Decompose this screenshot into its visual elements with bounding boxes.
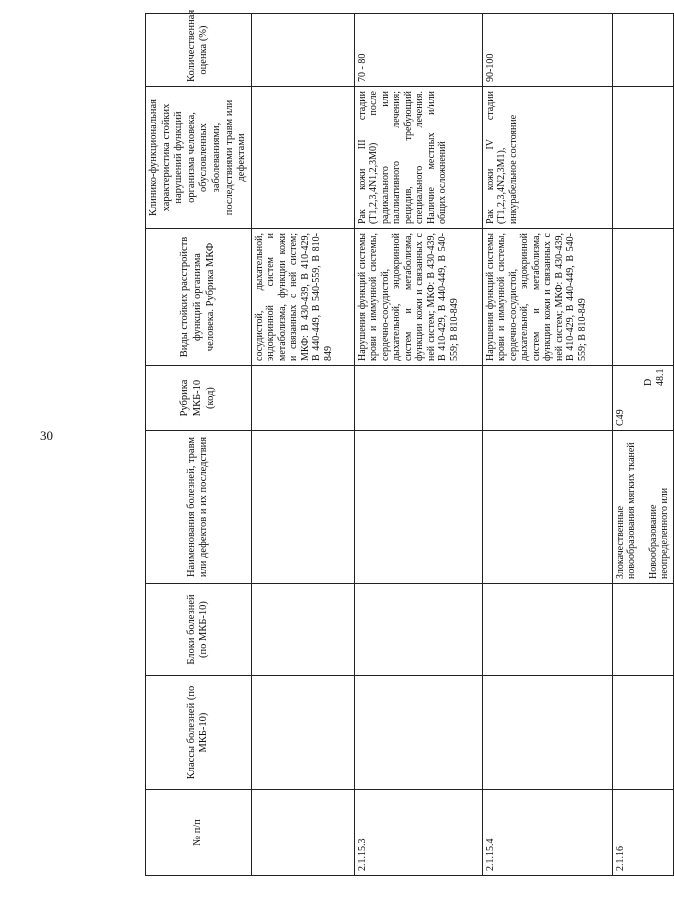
page-number: 30 xyxy=(40,428,53,443)
clinical-cell: Рак кожи IV стадии (T1,2,3,4N2,3M1), инкурабельное состояние xyxy=(482,87,612,229)
functions-cell: Нарушения функций системы крови и иммунной системы, сердечно-сосудистой, дыхательной, эндокринной систем и метаболизма, функции кожи и связанных с ней систем; МКФ: В 430-439, В 410-429, В 440-449, В 540-559; В 810-849 xyxy=(482,229,612,366)
rubric-cell xyxy=(612,366,673,431)
rating-cell xyxy=(251,14,354,87)
header-num: № п/п xyxy=(146,790,252,876)
table-row xyxy=(251,14,354,876)
rating-cell: 90-100 xyxy=(482,14,612,87)
header-clinical: Клинико-функциональная характеристика стойких нарушений функций организма человека, обусловленных заболеваниями, последствиями травм или дефектами xyxy=(146,87,252,229)
header-rating: Количественная оценка (%) xyxy=(146,14,252,87)
header-classes: Классы болезней (по МКБ-10) xyxy=(146,676,252,790)
table-row xyxy=(354,14,482,876)
row-num: 2.1.15.3 xyxy=(354,790,482,876)
rubric-code: C49 xyxy=(614,409,626,426)
row-num xyxy=(251,790,354,876)
rotated-table-container xyxy=(145,9,671,876)
header-rubric: Рубрика МКБ-10 (код) xyxy=(146,366,252,431)
rating-cell: 70 - 80 xyxy=(354,14,482,87)
functions-cell: сосудистой, дыхательной, эндокринной систем и метаболизма, функции кожи и связанных с ней систем; МКФ: В 430-439, В 410-429, В 440-449, В 540-559, В 810-849 xyxy=(251,229,354,366)
header-names: Наименования болезней, травм или дефектов и их последствия xyxy=(146,431,252,584)
disease-name: Злокачественные новообразования мягких тканей xyxy=(614,442,638,579)
header-blocks: Блоки болезней (по МКБ-10) xyxy=(146,584,252,676)
table-header-row xyxy=(146,14,252,876)
clinical-cell xyxy=(251,87,354,229)
header-functions: Виды стойких расстройств функций организма человека. Рубрика МКФ xyxy=(146,229,252,366)
table-row xyxy=(612,14,673,876)
disease-name-cell xyxy=(612,431,673,584)
rubric-code: D 48.1 xyxy=(642,368,666,386)
row-num: 2.1.16 xyxy=(612,790,673,876)
row-num: 2.1.15.4 xyxy=(482,790,612,876)
assessment-table xyxy=(145,9,674,876)
table-row xyxy=(482,14,612,876)
clinical-cell: Рак кожи III стадии (T1,2,3,4N1,2,3M0) после радикального или паллиативного лечения; рецидив, требующий специального лечения. Наличие местных и/или общих осложнений xyxy=(354,87,482,229)
functions-cell: Нарушения функций системы крови и иммунной системы, сердечно-сосудистой, дыхательной, эндокринной систем и метаболизма, функции кожи и связанных с ней систем; МКФ: В 430-439, В 410-429, В 440-449, В 540-559; В 810-849 xyxy=(354,229,482,366)
disease-name: Новообразование неопределенного или xyxy=(647,487,671,579)
